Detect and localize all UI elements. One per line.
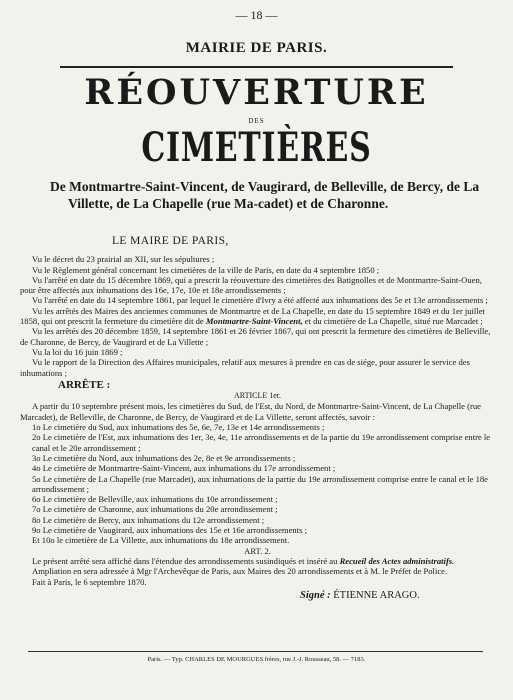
- assignment-item: 3o Le cimetière du Nord, aux inhumations des 2e, 8e et 9e arrondissements ;: [32, 452, 296, 463]
- signature-line: [20, 591, 495, 601]
- decree-body: [20, 234, 495, 601]
- title-reouverture: RÉOUVERTURE: [84, 72, 429, 113]
- le-maire-heading: LE MAIRE DE PARIS,: [112, 235, 229, 247]
- fait-a-paris: Fait à Paris, le 6 septembre 1870.: [32, 576, 147, 587]
- signature-name: ÉTIENNE ARAGO.: [333, 589, 420, 601]
- assignment-item: 6o Le cimetière de Belleville, aux inhumations du 10e arrondissement ;: [32, 494, 278, 505]
- assignment-item: 4o Le cimetière de Montmartre-Saint-Vincent, aux inhumations du 17e arrondissement ;: [32, 463, 336, 474]
- considerant-5-tail: et du cimetière de La Chapelle, situé rue Marcadet ;: [304, 316, 483, 327]
- assignment-item: 2o Le cimetière de l'Est, aux inhumations des 1er, 3e, 4e, 11e arrondissements et de la partie du 19e arrondissement comprise entre le canal et le 20e arrondissement ;: [32, 432, 491, 453]
- considerant-6: Vu les arrêtés des 20 décembre 1859, 14 septembre 1861 et 26 février 1867, qui ont prescrit la fermeture des cimetières de Belleville, de Charonne, de Bercy, de Vaugirard et de La Villette ;: [20, 326, 491, 347]
- considerant-3: Vu l'arrêté en date du 15 décembre 1869, qui a prescrit la réouverture des cimetières des Batignolles et de Montmartre-Saint-Ouen, pour être affectés aux inhumations des 16e, 17e, 10e et 18e arrondissements ;: [20, 274, 482, 296]
- article-2-text: [20, 556, 495, 566]
- article-2-text-italic: Recueil des Actes administratifs.: [339, 555, 455, 566]
- assignment-item: 5o Le cimetière de La Chapelle (rue Marcadet), aux inhumations de la partie du 19e arrondissement comprise entre le canal et le 18e arrondissement ;: [32, 473, 488, 494]
- top-rule: [60, 66, 453, 68]
- considerant-2: Vu le Règlement général concernant les cimetières de la ville de Paris, en date du 4 septembre 1850 ;: [32, 264, 380, 275]
- considerant-1: Vu le décret du 23 prairial an XII, sur les sépultures ;: [32, 254, 215, 265]
- printer-footer: Paris. — Typ. CHARLES DE MOURGUES frères, rue J.-J. Rousseau, 58. — 7183.: [147, 656, 366, 663]
- cemetery-list-heading: De Montmartre-Saint-Vincent, de Vaugirard, de Belleville, de Bercy, de La Villette, de La Chapelle (rue Ma-cadet) et de Charonne.: [50, 179, 480, 211]
- signature-label: Signé :: [300, 589, 331, 601]
- considerant-7: Vu la loi du 16 juin 1869 ;: [32, 346, 123, 357]
- article-1-heading: ARTICLE 1er.: [233, 391, 282, 401]
- article-2-text-main: Le présent arrêté sera affiché dans l'étendue des arrondissements susindiqués et inséré au: [32, 555, 338, 566]
- footer-rule: [28, 651, 483, 652]
- assignment-item: Et 10o le cimetière de La Villette, aux inhumations du 18e arrondissement.: [32, 535, 290, 546]
- assignment-item: 8o Le cimetière de Bercy, aux inhumations du 12e arrondissement ;: [32, 514, 265, 525]
- title-des: DES: [248, 117, 265, 125]
- assignment-item: 7o Le cimetière de Charonne, aux inhumations du 20e arrondissement ;: [32, 504, 278, 515]
- considerant-5: [20, 306, 495, 327]
- considerant-5-italic: Montmartre-Saint-Vincent,: [205, 316, 303, 327]
- article-1-intro: A partir du 10 septembre présent mois, les cimetières du Sud, de l'Est, du Nord, de Montmartre-Saint-Vincent, de La Chapelle (rue Marcadet), de Belleville, de Charonne, de Bercy, de Vaugirard et de La Villette, seront affectés, savoir :: [20, 401, 481, 422]
- article-2-heading: ART. 2.: [244, 545, 271, 556]
- assignment-item: 1o Le cimetière du Sud, aux inhumations des 5e, 6e, 7e, 13e et 14e arrondissements ;: [32, 422, 325, 433]
- considerant-8: Vu le rapport de la Direction des Affaires municipales, relatif aux mesures à prendre en cas de siége, pour assurer le service des inhumations ;: [20, 357, 470, 378]
- title-cimetieres: CIMETIÈRES: [141, 124, 372, 171]
- page-number: — 18 —: [235, 8, 278, 22]
- arrete-heading: ARRÊTE :: [58, 378, 111, 391]
- considerant-5-text: Vu les arrêtés des Maires des anciennes communes de Montmartre et de La Chapelle, en date du 15 septembre 1849 et du 1er juillet 1858, qui ont prescrit la fermeture du cimetière dit de: [20, 305, 485, 327]
- header-mairie: MAIRIE DE PARIS.: [185, 40, 328, 56]
- assignment-item: 9o Le cimetière de Vaugirard, aux inhumations des 15e et 16e arrondissements ;: [32, 525, 307, 536]
- ampliation-text: Ampliation en sera adressée à Mgr l'Archevêque de Paris, aux Maires des 20 arrondissements et à M. le Préfet de Police.: [32, 566, 448, 577]
- considerant-4: Vu l'arrêté en date du 14 septembre 1861, par lequel le cimetière d'Ivry a été affecté aux inhumations des 5e et 13e arrondissements ;: [32, 295, 488, 306]
